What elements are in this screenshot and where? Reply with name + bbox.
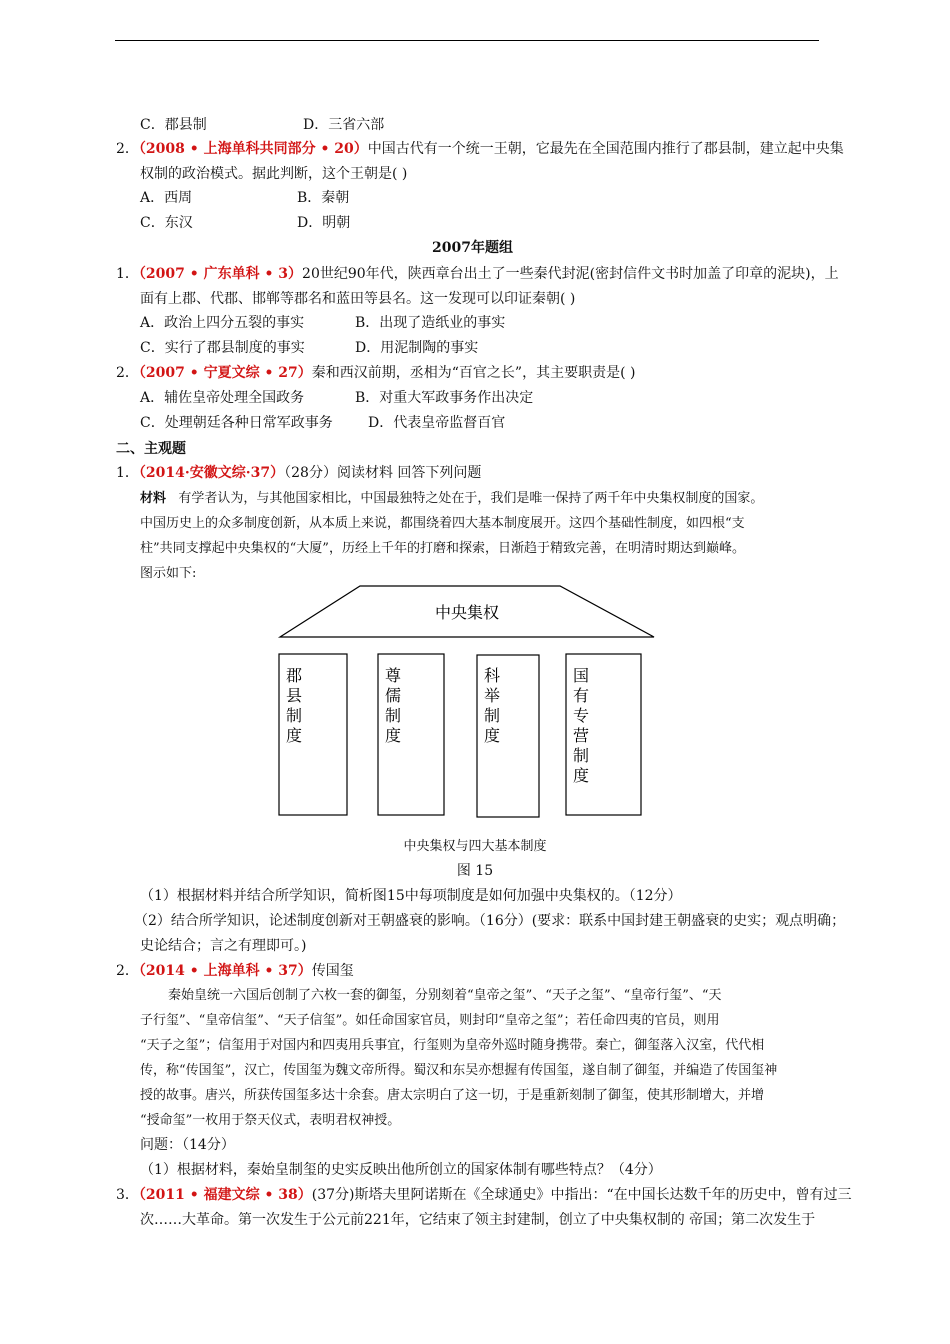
q2007-2-option-d: D．代表皇帝监督百官 — [368, 415, 506, 431]
pillar-1-char: 制 — [286, 706, 303, 725]
prev-option-c: C．郡县制 — [140, 117, 207, 133]
s2-question-label: 问题：（14分） — [140, 1137, 235, 1153]
section-subjective-heading: 二、主观题 — [116, 441, 186, 457]
s1-source: （2014·安徽文综·37） — [138, 465, 285, 481]
diagram-caption: 中央集权与四大基本制度 — [403, 839, 547, 854]
q2008-text-2: 权制的政治模式。据此判断，这个王朝是( ) — [140, 166, 408, 182]
s2-source: （2014 • 上海单科 • 37） — [138, 963, 312, 979]
s2-material-2: 子行玺”、“皇帝信玺”、“天子信玺”。如任命国家官员，则封印“皇帝之玺”；若任命四夷的官员，则用 — [140, 1013, 720, 1028]
q2008-line1 — [116, 140, 844, 158]
s1-material-1 — [140, 490, 763, 508]
q2007-2-text-1: 秦和西汉前期，丞相为“百官之长”，其主要职责是( ) — [311, 365, 636, 381]
q2007-1-text-1: 20世纪90年代，陕西章台出土了一些秦代封泥(密封信件文书时加盖了印章的泥块)，上 — [302, 266, 839, 282]
pillar-3-char: 度 — [484, 726, 501, 745]
q2007-2-number: 2． — [116, 365, 139, 381]
s3-text-2: 次……大革命。第一次发生于公元前221年，它结束了领主封建制，创立了中央集权制的 帝国；第二次发生于 — [140, 1212, 816, 1228]
q2007-1-option-c: C．实行了郡县制度的事实 — [140, 340, 305, 356]
header-rule — [115, 40, 819, 41]
q2007-1-line1 — [116, 265, 839, 283]
q2008-text-1: 中国古代有一个统一王朝，它最先在全国范围内推行了郡县制，建立起中央集 — [367, 141, 844, 157]
pillar-2-char: 制 — [385, 706, 402, 725]
pillar-4-char: 专 — [573, 706, 590, 725]
pillar-3-char: 科 — [484, 666, 501, 685]
q2007-2-line1 — [116, 364, 635, 382]
q2008-option-d: D．明朝 — [297, 215, 351, 231]
q2008-number: 2． — [116, 141, 139, 157]
pillar-2-char: 度 — [385, 726, 402, 745]
s1-part-2a: （2）结合所学知识，论述制度创新对王朝盛衰的影响。（16分）(要求：联系中国封建王朝盛衰的史实；观点明确； — [134, 913, 846, 929]
pillar-4-char: 有 — [573, 686, 590, 705]
s1-material-text-1: 有学者认为，与其他国家相比，中国最独特之处在于，我们是唯一保持了两千年中央集权制度的国家。 — [178, 491, 764, 506]
q2008-option-c: C．东汉 — [140, 215, 193, 231]
s2-part-1: （1）根据材料，秦始皇制玺的史实反映出他所创立的国家体制有哪些特点？（4分） — [140, 1162, 662, 1178]
s3-line1 — [116, 1186, 852, 1204]
s3-text-1: (37分)斯塔夫里阿诺斯在《全球通史》中指出：“在中国长达数千年的历史中，曾有过三 — [311, 1187, 852, 1203]
pillar-3-char: 举 — [484, 686, 501, 705]
pillar-1-char: 郡 — [286, 666, 303, 685]
s1-intro: （28分）阅读材料 回答下列问题 — [284, 465, 482, 481]
s1-material-3: 柱”共同支撑起中央集权的“大厦”，历经上千年的打磨和探索，日渐趋于精致完善，在明清时期达到巅峰。 — [140, 541, 745, 556]
s1-material-2: 中国历史上的众多制度创新，从本质上来说，都围绕着四大基本制度展开。这四个基础性制度，如四根“支 — [140, 516, 745, 531]
pillar-1-char: 县 — [286, 686, 303, 705]
q2008-option-a: A．西周 — [140, 190, 193, 206]
q2007-1-text-2: 面有上郡、代郡、邯郸等郡名和蓝田等县名。这一发现可以印证秦朝( ) — [140, 291, 576, 307]
q2008-source: （2008 • 上海单科共同部分 • 20） — [138, 141, 368, 157]
s1-line1 — [116, 464, 481, 482]
s2-material-5: 授的故事。唐兴，所获传国玺多达十余套。唐太宗明白了这一切，于是重新刻制了御玺，使其形制增大，并增 — [140, 1088, 765, 1103]
q2007-2-option-a: A．辅佐皇帝处理全国政务 — [140, 390, 305, 406]
s1-number: 1． — [116, 465, 139, 481]
s2-material-6: “授命玺”一枚用于祭天仪式，表明君权神授。 — [140, 1113, 401, 1128]
q2007-1-option-d: D．用泥制陶的事实 — [355, 340, 479, 356]
q2007-2-option-c: C．处理朝廷各种日常军政事务 — [140, 415, 333, 431]
s2-title: 传国玺 — [311, 963, 354, 979]
pillar-4-char: 营 — [573, 726, 590, 745]
s2-material-3: “天子之玺”；信玺用于对国内和四夷用兵事宜，行玺则为皇帝外巡时随身携带。秦亡，御玺落入汉室，代代相 — [140, 1038, 765, 1053]
s1-material-4: 图示如下: — [140, 566, 197, 581]
s2-line1 — [116, 962, 354, 980]
pillar-3-char: 制 — [484, 706, 501, 725]
s1-material-label: 材料 — [140, 491, 167, 506]
q2007-1-number: 1． — [116, 266, 139, 282]
central-power-diagram — [270, 580, 670, 870]
s3-number: 3． — [116, 1187, 139, 1203]
prev-option-d: D．三省六部 — [303, 117, 385, 133]
pillar-2-char: 尊 — [385, 666, 402, 685]
pillar-4-char: 度 — [573, 766, 590, 785]
s1-part-1: （1）根据材料并结合所学知识，简析图15中每项制度是如何加强中央集权的。（12分） — [140, 888, 682, 904]
s2-number: 2． — [116, 963, 139, 979]
pillar-4-char: 国 — [573, 666, 590, 685]
q2007-1-option-b: B．出现了造纸业的事实 — [355, 315, 506, 331]
roof-label: 中央集权 — [434, 603, 500, 622]
q2007-2-option-b: B．对重大军政事务作出决定 — [355, 390, 534, 406]
s2-material-1: 秦始皇统一六国后创制了六枚一套的御玺，分别刻着“皇帝之玺”、“天子之玺”、“皇帝行玺”、“天 — [168, 988, 722, 1003]
q2007-2-source: （2007 • 宁夏文综 • 27） — [138, 365, 312, 381]
s1-part-2b: 史论结合；言之有理即可。) — [140, 938, 307, 954]
group-heading-2007: 2007年题组 — [432, 240, 513, 256]
s3-source: （2011 • 福建文综 • 38） — [138, 1187, 312, 1203]
pillar-1-char: 度 — [286, 726, 303, 745]
q2007-1-source: （2007 • 广东单科 • 3） — [138, 266, 303, 282]
pillar-4-char: 制 — [573, 746, 590, 765]
figure-number: 图 15 — [456, 863, 494, 879]
s2-material-4: 传，称“传国玺”，汉亡，传国玺为魏文帝所得。蜀汉和东吴亦想握有传国玺，遂自制了御玺，并编造了传国玺神 — [140, 1063, 778, 1078]
q2008-option-b: B．秦朝 — [297, 190, 350, 206]
q2007-1-option-a: A．政治上四分五裂的事实 — [140, 315, 305, 331]
pillar-2-char: 儒 — [385, 686, 402, 705]
